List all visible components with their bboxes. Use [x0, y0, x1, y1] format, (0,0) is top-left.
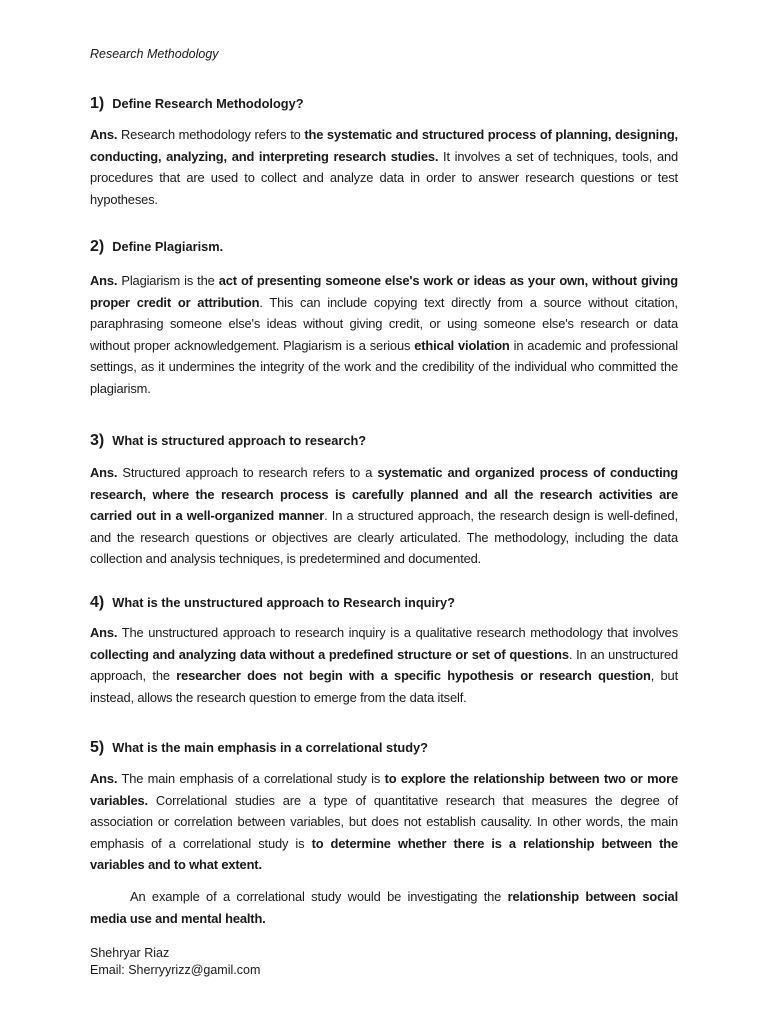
bold-text: Ans.: [90, 127, 118, 142]
bold-text: ethical violation: [414, 337, 510, 353]
text: in academic and professional settings, as it undermines the integrity of the work and the credibility of the individual who committed the plagiarism.: [90, 337, 678, 396]
answer-paragraph: [90, 124, 678, 210]
question-title: Define Plagiarism.: [112, 239, 224, 254]
bold-text: Ans.: [90, 465, 118, 480]
question-heading: [90, 739, 428, 757]
text: Structured approach to research refers to a: [117, 465, 378, 480]
text: . In an unstructured approach, the: [90, 646, 678, 684]
author-name: Shehryar Riaz: [90, 946, 170, 960]
question-number: 3): [90, 432, 105, 449]
bold-text: researcher does not begin with a specific hypothesis or research question: [176, 668, 651, 684]
bold-text: Ans.: [90, 625, 118, 640]
question-title: What is the unstructured approach to Research inquiry?: [112, 595, 455, 610]
bold-text: the systematic and structured process of planning, designing, conducting, analyzing, and interpreting research studies.: [90, 127, 678, 164]
text: An example of a correlational study would be investigating the: [130, 889, 508, 904]
text: The main emphasis of a correlational study is: [117, 771, 385, 786]
answer-paragraph: [90, 886, 678, 929]
text: The unstructured approach to research inquiry is a qualitative research methodology that involves: [117, 625, 678, 640]
question-number: 1): [90, 95, 105, 112]
bold-text: to determine whether there is a relationship between the variables and to what extent.: [90, 835, 679, 873]
author-email: Email: Sherryyrizz@gamil.com: [90, 963, 261, 977]
text: Research methodology refers to: [117, 127, 305, 142]
question-title: What is structured approach to research?: [112, 433, 367, 448]
text: Correlational studies are a type of quantitative research that measures the degree of association or correlation between variables, but does not establish causality. In other words, the main emphasis of a correlational study is: [90, 792, 678, 851]
question-heading: [90, 238, 223, 256]
text: Plagiarism is the: [117, 273, 219, 288]
bold-text: to explore the relationship between two or more variables.: [90, 771, 678, 808]
text: It involves a set of techniques, tools, and procedures that are used to collect and analyze data in order to answer research questions or test hypotheses.: [90, 148, 679, 207]
question-number: 4): [90, 594, 105, 611]
running-header: Research Methodology: [90, 47, 219, 61]
text: . This can include copying text directly from a source without citation, paraphrasing someone else's ideas without giving credit, or using someone else's research or data without proper acknowledgement. Plagiarism is a serious: [90, 294, 678, 353]
question-title: Define Research Methodology?: [112, 96, 304, 111]
answer-paragraph: [90, 270, 678, 400]
question-heading: [90, 594, 455, 612]
question-number: 2): [90, 238, 105, 255]
text: . In a structured approach, the research design is well-defined, and the research questions or objectives are clearly articulated. The methodology, including the data collection and analysis techniques, is predetermined and documented.: [90, 508, 678, 567]
text: , but instead, allows the research question to emerge from the data itself.: [90, 668, 678, 705]
question-heading: [90, 432, 366, 450]
question-number: 5): [90, 739, 105, 756]
bold-text: Ans.: [90, 273, 118, 288]
bold-text: relationship between social media use and mental health.: [90, 889, 678, 926]
question-heading: [90, 95, 304, 113]
bold-text: act of presenting someone else's work or ideas as your own, without giving proper credit or attribution: [90, 273, 678, 310]
answer-paragraph: [90, 622, 678, 708]
bold-text: systematic and organized process of conducting research, where the research process is carefully planned and all the research activities are carried out in a well-organized manner: [90, 465, 678, 524]
question-title: What is the main emphasis in a correlational study?: [112, 740, 428, 755]
answer-paragraph: [90, 462, 678, 570]
answer-paragraph: [90, 768, 678, 876]
bold-text: collecting and analyzing data without a predefined structure or set of questions: [90, 646, 569, 662]
bold-text: Ans.: [90, 771, 118, 786]
